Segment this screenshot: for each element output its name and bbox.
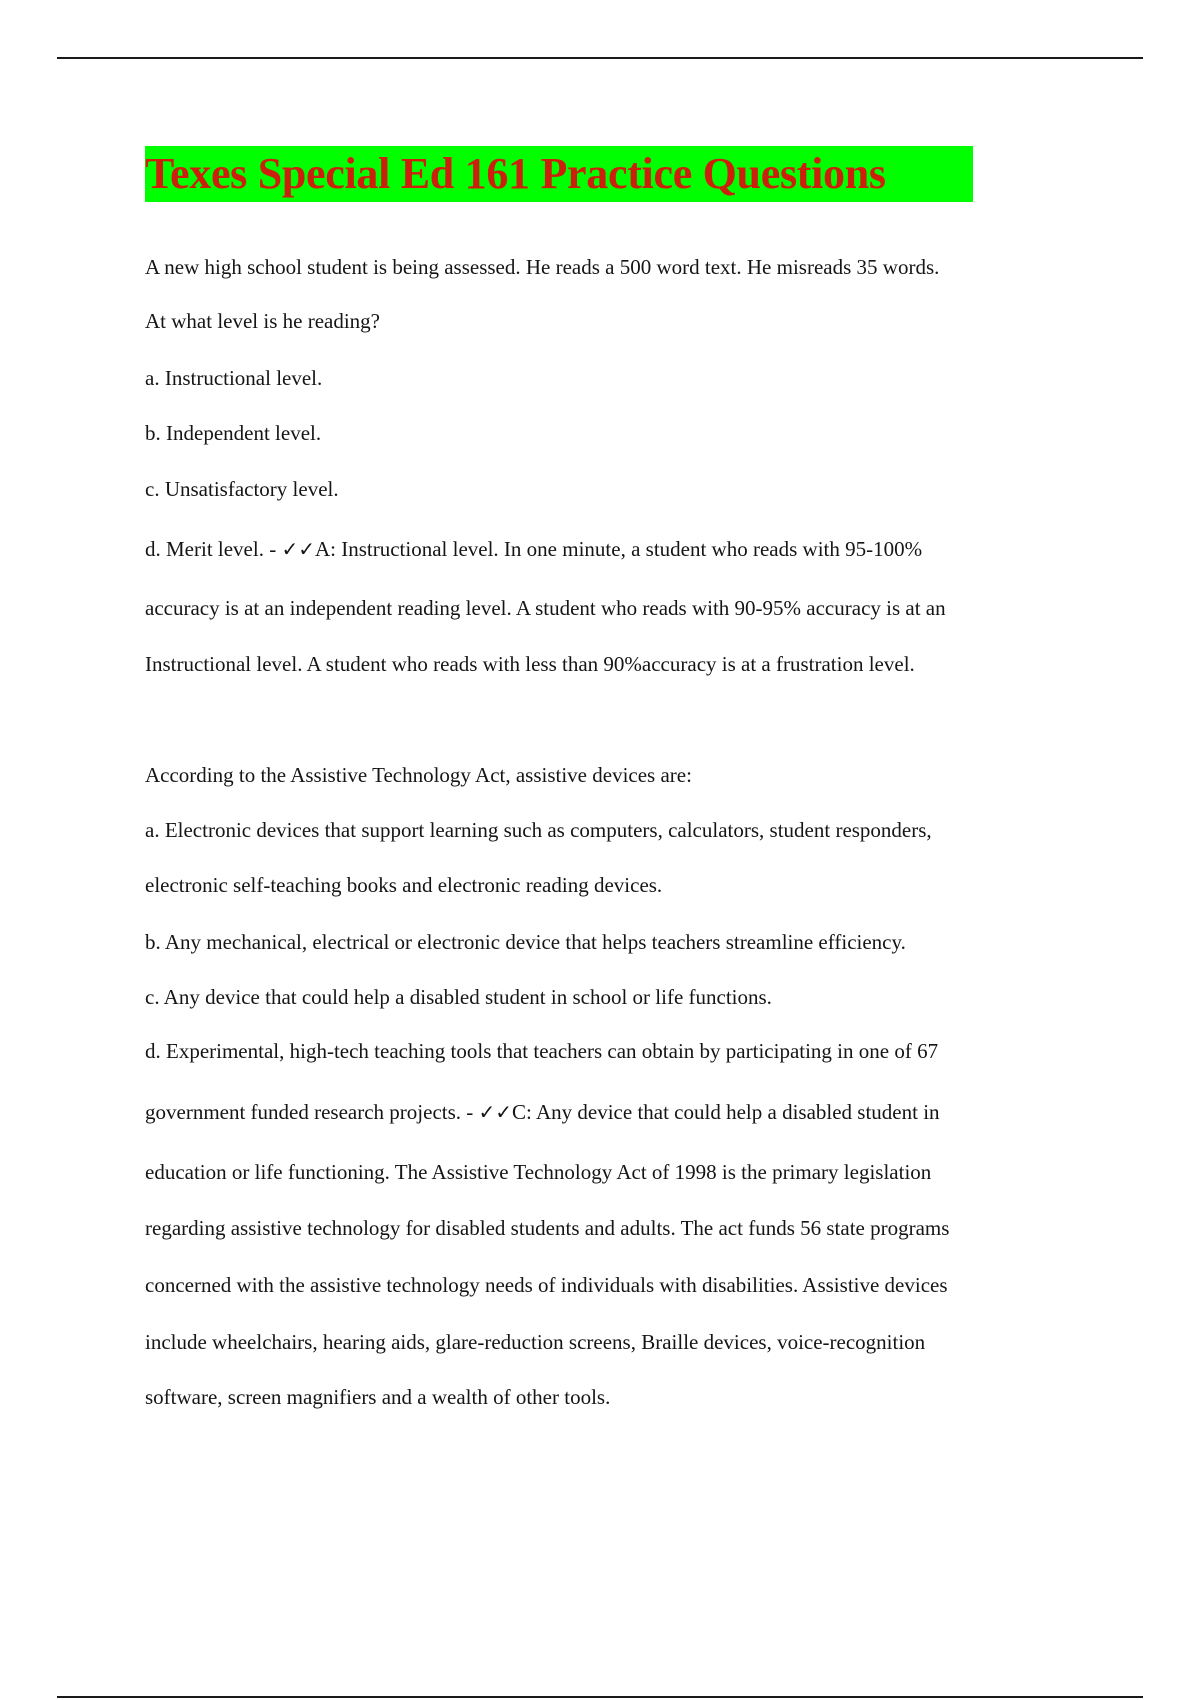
q2-stem-line-1: According to the Assistive Technology Act, assistive devices are: bbox=[145, 763, 692, 787]
q1-option-c: c. Unsatisfactory level. bbox=[145, 477, 339, 501]
q1-option-d-answer bbox=[145, 536, 922, 562]
q2-option-a-line-1: a. Electronic devices that support learning such as computers, calculators, student responders, bbox=[145, 818, 932, 842]
q2-answer-line-4: concerned with the assistive technology needs of individuals with disabilities. Assistive devices bbox=[145, 1273, 948, 1297]
q1-answer-line-1: A: Instructional level. In one minute, a student who reads with 95-100% bbox=[314, 537, 923, 561]
q1-option-a: a. Instructional level. bbox=[145, 366, 323, 390]
q2-answer-line-2: education or life functioning. The Assistive Technology Act of 1998 is the primary legislation bbox=[145, 1160, 932, 1184]
double-check-icon: ✓✓ bbox=[281, 537, 315, 561]
q2-option-d-answer bbox=[145, 1099, 940, 1125]
q2-option-b: b. Any mechanical, electrical or electronic device that helps teachers streamline efficiency. bbox=[145, 930, 906, 954]
q1-answer-line-2: accuracy is at an independent reading level. A student who reads with 90-95% accuracy is at an bbox=[145, 596, 946, 620]
q2-answer-line-1: C: Any device that could help a disabled student in bbox=[512, 1100, 940, 1124]
double-check-icon: ✓✓ bbox=[478, 1100, 513, 1124]
q2-answer-line-5: include wheelchairs, hearing aids, glare-reduction screens, Braille devices, voice-recognition bbox=[145, 1330, 926, 1354]
q2-option-c: c. Any device that could help a disabled student in school or life functions. bbox=[145, 985, 772, 1009]
q2-answer-line-3: regarding assistive technology for disabled students and adults. The act funds 56 state programs bbox=[145, 1216, 950, 1240]
q2-option-a-line-2: electronic self-teaching books and electronic reading devices. bbox=[145, 873, 663, 897]
q2-answer-line-6: software, screen magnifiers and a wealth of other tools. bbox=[145, 1385, 611, 1409]
q1-option-d: d. Merit level. - bbox=[145, 537, 282, 561]
q1-option-b: b. Independent level. bbox=[145, 421, 322, 445]
q2-option-d-line-1: d. Experimental, high-tech teaching tools that teachers can obtain by participating in one of 67 bbox=[145, 1039, 939, 1063]
top-rule bbox=[57, 57, 1143, 59]
q1-stem-line-1: A new high school student is being assessed. He reads a 500 word text. He misreads 35 words. bbox=[145, 255, 940, 279]
q1-answer-line-3: Instructional level. A student who reads with less than 90%accuracy is at a frustration level. bbox=[145, 652, 915, 676]
bottom-rule bbox=[57, 1696, 1143, 1698]
q2-option-d-line-2: government funded research projects. - bbox=[145, 1100, 479, 1124]
q1-stem-line-2: At what level is he reading? bbox=[145, 309, 380, 333]
page-title: Texes Special Ed 161 Practice Questions bbox=[145, 146, 973, 202]
